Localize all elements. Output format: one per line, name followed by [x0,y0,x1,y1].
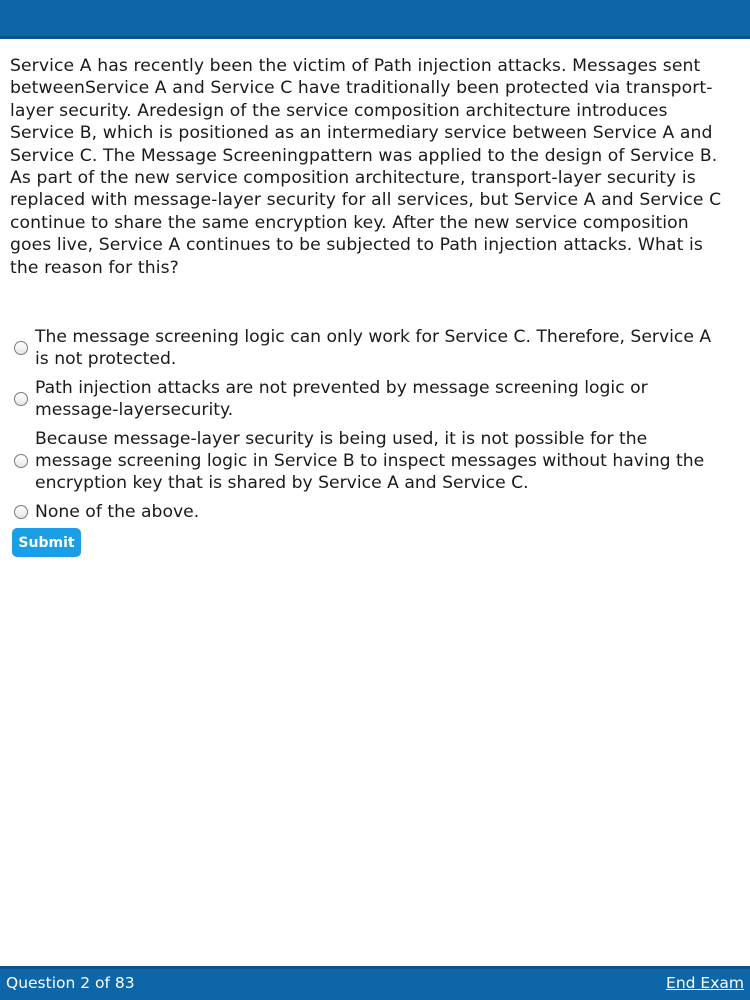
answer-option[interactable] [0,377,750,422]
answer-option-label[interactable]: Path injection attacks are not prevented by message screening logic or message-layersecurity. [35,377,648,421]
answer-options [0,326,750,529]
end-exam-link[interactable]: End Exam [666,974,744,992]
question-text: Service A has recently been the victim of Path injection attacks. Messages sent betweenService A and Service C have traditionally been protected via transport- layer security. Aredesign of the service composition architecture introduces Service B, which is positioned as an intermediary service between Service A and Service C. The Message Screeningpattern was applied to the design of Service B. As part of the new service composition architecture, transport-layer security is replaced with message-layer security for all services, but Service A and Service C continue to share the same encryption key. After the new service composition goes live, Service A continues to be subjected to Path injection attacks. What is the reason for this? [10,56,722,278]
answer-option[interactable] [0,501,750,523]
question-counter: Question 2 of 83 [6,974,135,992]
radio-button[interactable] [14,392,28,406]
footer-bar [0,966,750,1000]
answer-option-label[interactable]: The message screening logic can only work for Service C. Therefore, Service A is not protected. [35,327,712,370]
radio-button[interactable] [14,454,28,468]
header-bar [0,0,750,39]
answer-option-label[interactable]: None of the above. [35,501,200,522]
answer-option[interactable] [0,428,750,495]
radio-button[interactable] [14,341,28,355]
radio-button[interactable] [14,505,28,519]
answer-option-label[interactable]: Because message-layer security is being used, it is not possible for the message screening logic in Service B to inspect messages without having the encryption key that is shared by Service A and Service C. [35,428,705,494]
submit-button[interactable]: Submit [12,528,81,557]
answer-option[interactable] [0,326,750,371]
